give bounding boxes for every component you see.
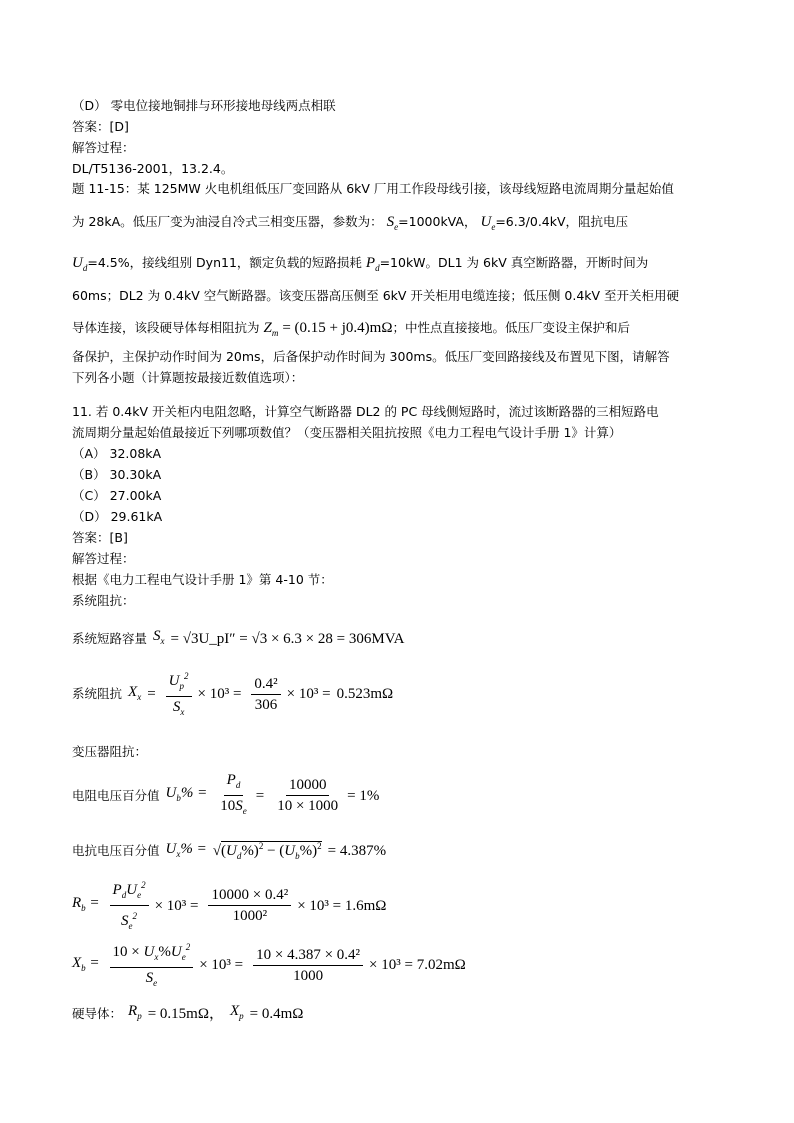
formula-rb: [72, 877, 392, 934]
label: 电阻电压百分值: [72, 787, 160, 803]
symbol-pd: $P_d$: [365, 255, 380, 273]
text: =1000kVA，: [398, 214, 477, 229]
xp-value: = 0.4mΩ: [249, 1005, 304, 1022]
fraction: $\frac{U_p^2}{S_x}$: [166, 668, 192, 720]
system-impedance-heading: 系统阻抗：: [72, 593, 135, 608]
symbol-ub: $U_b\%$ =: [165, 785, 208, 803]
prev-reference: DL/T5136-2001，13.2.4。: [72, 161, 234, 176]
answer: 答案：[B]: [72, 530, 128, 545]
times: × 10³ =: [197, 686, 242, 702]
question-11-line-1: 11. 若 0.4kV 开关柜内电阻忽略，计算空气断路器 DL2 的 PC 母线侧短路时，流过该断路器的三相短路电: [72, 404, 659, 419]
symbol-xp: $X_p$: [229, 1003, 244, 1021]
numerator: 10000: [286, 777, 330, 796]
times: × 10³ =: [154, 897, 199, 914]
equals: =: [255, 787, 265, 804]
fraction: [251, 676, 280, 713]
expression: = √3U_pI″ = √3 × 6.3 × 28 = 306MVA: [170, 630, 405, 647]
denominator: 1000: [293, 967, 324, 984]
symbol-se: $S_e$: [386, 214, 399, 232]
label: 系统短路容量: [72, 630, 148, 646]
fraction: $\frac{10 \times U_x\%U_e^2}{S_e}$: [110, 939, 194, 991]
formula-reactance-voltage: [72, 838, 392, 864]
result: = 1%: [347, 787, 380, 804]
fraction: [253, 947, 363, 984]
question-intro-4: 60ms；DL2 为 0.4kV 空气断路器。该变压器高压侧至 6kV 开关柜用电缆连接；低压侧 0.4kV 至开关柜用硬: [72, 288, 680, 303]
symbol-rp: $R_p$: [128, 1003, 142, 1021]
equals: =: [147, 686, 156, 702]
denominator: 306: [254, 696, 278, 713]
option-a: （A） 32.08kA: [72, 446, 162, 461]
symbol-ue: $U_e$: [480, 214, 496, 232]
fraction: [274, 777, 341, 814]
option-b: （B） 30.30kA: [72, 467, 162, 482]
text: 为 28kA。低压厂变为油浸自冷式三相变压器，参数为：: [72, 214, 383, 229]
times: × 10³ =: [286, 686, 331, 702]
formula-system-reactance: [72, 668, 399, 720]
numerator: 0.4²: [251, 676, 280, 695]
fraction: $\frac{P_d}{10S_e}$: [220, 772, 247, 816]
result: 0.523mΩ: [336, 686, 394, 702]
text: =4.5%，接线组别 Dyn11，额定负载的短路损耗: [87, 255, 362, 270]
question-11-line-2: 流周期分量起始值最接近下列哪项数值？（变压器相关阻抗按照《电力工程电气设计手册 1》计算）: [72, 425, 622, 440]
transformer-impedance-heading: 变压器阻抗：: [72, 744, 148, 759]
symbol-ud: $U_d$: [72, 255, 88, 273]
denominator: 10 × 1000: [277, 798, 339, 814]
label: 硬导体：: [72, 1005, 123, 1021]
result: × 10³ = 1.6mΩ: [297, 897, 387, 914]
impedance-value: = (0.15 + j0.4)mΩ: [282, 320, 393, 336]
label: 电抗电压百分值: [72, 843, 160, 858]
symbol-rb: $R_b$ =: [72, 895, 100, 913]
option-c: （C） 27.00kA: [72, 488, 162, 503]
sqrt-expression: $√(U_d\%)^2 - (U_b\%)^2$: [212, 841, 322, 861]
denominator: 1000²: [232, 908, 268, 924]
prev-answer: 答案：[D]: [72, 119, 129, 134]
result: × 10³ = 7.02mΩ: [369, 957, 466, 973]
prev-process: 解答过程：: [72, 140, 135, 155]
prev-option-d: （D） 零电位接地铜排与环形接地母线两点相联: [72, 98, 336, 113]
question-intro-1: 题 11-15：某 125MW 火电机组低压厂变回路从 6kV 厂用工作段母线引接，该母线短路电流周期分量起始值: [72, 181, 674, 196]
formula-system-capacity: [72, 628, 410, 649]
symbol-sx: $S_x$: [153, 628, 165, 646]
label: 系统阻抗: [72, 686, 123, 701]
numerator: 10000 × 0.4²: [208, 887, 291, 906]
result: = 4.387%: [327, 843, 387, 859]
process: 解答过程：: [72, 551, 135, 566]
fraction: $\frac{P_dU_e^2}{S_e^2}$: [110, 877, 149, 934]
option-d: （D） 29.61kA: [72, 509, 163, 524]
text: ；中性点直接接地。低压厂变设主保护和后: [392, 320, 630, 335]
text: =10kW。DL1 为 6kV 真空断路器，开断时间为: [379, 255, 649, 270]
formula-hard-conductor: [72, 1003, 309, 1024]
symbol-xx: $X_x$: [128, 683, 142, 702]
reference: 根据《电力工程电气设计手册 1》第 4-10 节：: [72, 572, 333, 587]
fraction: [208, 887, 291, 924]
symbol-ux: $U_x\%$ =: [165, 840, 207, 859]
symbol-xb: $X_b$ =: [72, 954, 100, 973]
rp-value: = 0.15mΩ，: [147, 1005, 224, 1022]
question-intro-5: [72, 320, 630, 341]
formula-resistance-voltage: [72, 772, 385, 819]
text: 导体连接，该段硬导体每相阻抗为: [72, 320, 260, 335]
formula-xb: [72, 939, 472, 991]
question-intro-7: 下列各小题（计算题按最接近数值选项）：: [72, 370, 304, 385]
numerator: 10 × 4.387 × 0.4²: [253, 947, 363, 966]
question-intro-3: [72, 255, 648, 276]
times: × 10³ =: [199, 957, 244, 973]
question-intro-2: [72, 214, 628, 235]
text: =6.3/0.4kV，阻抗电压: [495, 214, 629, 229]
symbol-zm: $Z_m$: [263, 320, 279, 338]
question-intro-6: 备保护，主保护动作时间为 20ms，后备保护动作时间为 300ms。低压厂变回路接线及布置见下图，请解答: [72, 349, 670, 364]
